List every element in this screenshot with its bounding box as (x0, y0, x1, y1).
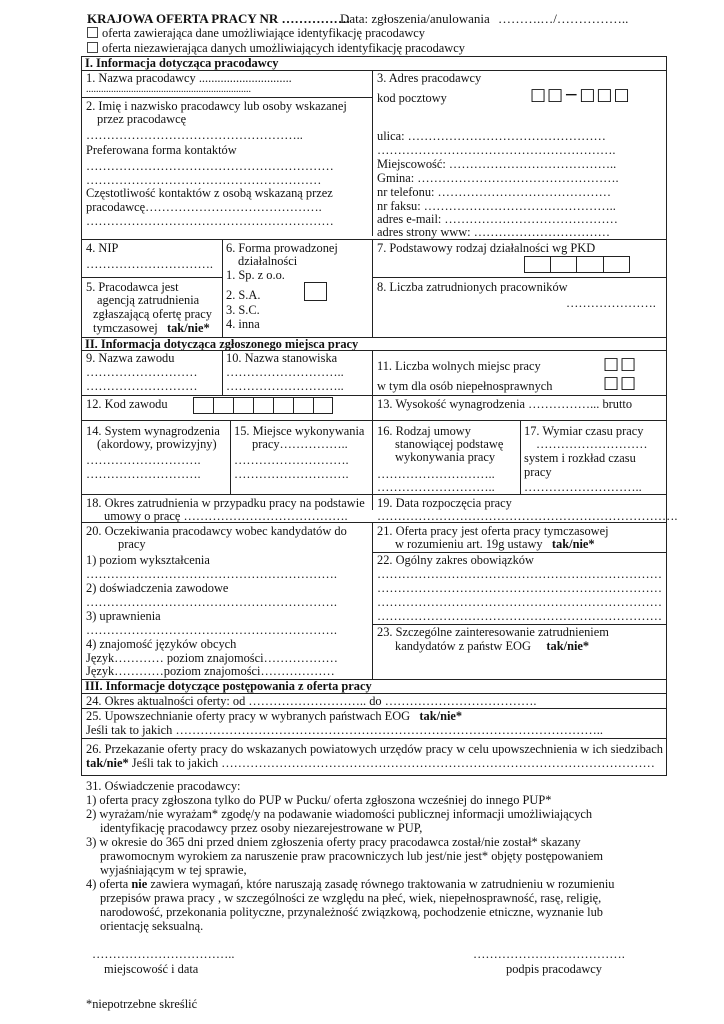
vacancies-disabled-field[interactable]: □□ (603, 373, 638, 393)
declaration-2-cont: identyfikację pracodawcy przez osoby niezarejestrowane w PUP, (100, 821, 423, 835)
contact-form-field[interactable]: …………………………………………………… (86, 159, 334, 173)
checkbox-icon[interactable] (87, 42, 98, 53)
place-date-label: miejscowość i data (104, 962, 199, 976)
declaration-3: 3) w okresie do 365 dni przed dniem zgłoszenia oferty pracy pracodawca został/nie został* skazany (86, 835, 581, 849)
form-title: KRAJOWA OFERTA PRACY NR ……………. (87, 11, 350, 26)
vacancies-label: 11. Liczba wolnych miejsc pracy (377, 359, 541, 373)
footnote: *niepotrzebne skreślić (86, 997, 198, 1011)
permissions-field[interactable]: ……………………………………………………. (86, 623, 337, 637)
eea-publication-yes-no[interactable]: tak/nie* (419, 709, 463, 723)
employer-name-field[interactable]: .................................................................. (86, 84, 251, 95)
pkd-code-boxes[interactable] (524, 256, 630, 273)
profession-code-label: 12. Kod zawodu (86, 397, 168, 411)
vacancies-field[interactable]: □□ (603, 354, 638, 374)
agency-label-3: zgłaszającą ofertę pracy (93, 307, 212, 321)
contact-frequency-field[interactable]: pracodawcę……………………………………. (86, 200, 322, 214)
work-place-field[interactable]: ………………………. (234, 453, 349, 467)
pay-system-field[interactable]: ………………………. (86, 453, 201, 467)
permissions-label: 3) uprawnienia (86, 609, 161, 623)
agency-yes-no[interactable]: tak/nie* (166, 321, 210, 335)
pay-system-label-2: (akordowy, prowizyjny) (97, 437, 217, 451)
place-date-field[interactable]: …………………………….. (92, 947, 235, 961)
declaration-4-cont: przepisów prawa pracy , w szczególności ze względu na płeć, wiek, niepełnosprawność, rasę, religię, (100, 891, 602, 905)
duties-field-1[interactable]: …………………………………………………………… (377, 567, 662, 581)
experience-field[interactable]: ……………………………………………………. (86, 595, 337, 609)
www-field[interactable]: adres strony www: …………………………… (377, 225, 610, 239)
option-with-data[interactable]: oferta zawierająca dane umożliwiające identyfikację pracodawcy (87, 27, 425, 41)
business-form-option-2[interactable]: 2. S.A. (226, 288, 261, 302)
business-form-option-1[interactable]: 1. Sp. z o.o. (226, 268, 285, 282)
signature-field[interactable]: ………………………………. (473, 947, 625, 961)
language-2-field[interactable]: Język…………poziom znajomości……………… (86, 664, 335, 678)
profession-name-field-2[interactable]: ……………………… (86, 379, 198, 393)
position-name-field-2[interactable]: ……………………….. (226, 379, 344, 393)
work-place-field-2[interactable]: ………………………. (234, 467, 349, 481)
option-without-data[interactable]: oferta niezawierająca danych umożliwiających identyfikację pracodawcy (87, 42, 465, 56)
validity-period-field[interactable]: 24. Okres aktualności oferty: od ……………………….. do ………………………………. (86, 694, 537, 708)
phone-field[interactable]: nr telefonu: …………………………………… (377, 185, 612, 199)
expectations-label-2: pracy (118, 537, 146, 551)
employees-field[interactable]: …………………. (566, 296, 656, 310)
signature-label: podpis pracodawcy (506, 962, 602, 976)
languages-label: 4) znajomość języków obcych (86, 637, 237, 651)
education-label: 1) poziom wykształcenia (86, 553, 210, 567)
contact-person-field[interactable]: …………………………………………….. (86, 128, 303, 142)
eea-publication-field[interactable]: Jeśli tak to jakich ………………………………………………………………………………………….. (86, 723, 603, 737)
section-3-heading: III. Informacje dotyczące postępowania z oferta pracy (85, 679, 372, 693)
declaration-1: 1) oferta pracy zgłoszona tylko do PUP w Pucku/ oferta zgłoszona wcześniej do innego PUP* (86, 793, 552, 807)
pup-transfer-yes-no[interactable]: tak/nie* (86, 756, 129, 770)
contact-person-label-2: przez pracodawcę (97, 112, 187, 126)
contact-frequency-label: Częstotliwość kontaktów z osobą wskazaną przez (86, 186, 333, 200)
work-place-label-2[interactable]: pracy…………….. (252, 437, 348, 451)
employment-period-label: 18. Okres zatrudnienia w przypadku pracy na podstawie (86, 496, 365, 510)
declaration-3-cont: prawomocnym wyrokiem za naruszenie praw pracowniczych lub jest/nie jest* objęty postępowaniem (100, 849, 604, 863)
schedule-label: system i rozkład czasu (524, 451, 636, 465)
business-form-option-3[interactable]: 3. S.C. (226, 303, 260, 317)
declarations-heading: 31. Oświadczenie pracodawcy: (86, 779, 241, 793)
schedule-field[interactable]: ……………………….. (524, 480, 642, 494)
contract-type-field-2[interactable]: ……………………….. (377, 480, 495, 494)
eea-publication-label: 25. Upowszechnianie oferty pracy w wybranych państwach EOG tak/nie* (86, 709, 463, 723)
section-2-heading: II. Informacja dotycząca zgłoszonego miejsca pracy (85, 337, 359, 351)
fax-field[interactable]: nr faksu: ……………………………………….. (377, 199, 616, 213)
business-form-option-4[interactable]: 4. inna (226, 317, 260, 331)
experience-label: 2) doświadczenia zawodowe (86, 581, 229, 595)
temporary-work-yes-no[interactable]: tak/nie* (551, 537, 595, 551)
eea-interest-yes-no[interactable]: tak/nie* (546, 639, 590, 653)
agency-label: 5. Pracodawca jest (86, 280, 179, 294)
commune-field[interactable]: Gmina: …………………………………………. (377, 171, 619, 185)
duties-field-4[interactable]: …………………………………………………………… (377, 609, 662, 623)
address-label: 3. Adres pracodawcy (377, 71, 482, 85)
contact-form-label: Preferowana forma kontaktów (86, 143, 237, 157)
eea-interest-label: 23. Szczególne zainteresowanie zatrudnieniem (377, 625, 609, 639)
business-form-label-2: działalności (238, 254, 298, 268)
pkd-label: 7. Podstawowy rodzaj działalności wg PKD (377, 241, 596, 255)
business-form-box[interactable] (304, 282, 327, 301)
duties-field-3[interactable]: …………………………………………………………… (377, 595, 662, 609)
profession-name-field[interactable]: ……………………… (86, 365, 198, 379)
temporary-work-label: 21. Oferta pracy jest oferta pracy tymczasowej (377, 524, 609, 538)
date-label: Data: zgłoszenia/anulowania (340, 11, 490, 26)
contract-type-label: 16. Rodzaj umowy (377, 424, 471, 438)
employer-name-label: 1. Nazwa pracodawcy .............................. (86, 71, 292, 85)
contract-type-label-3: wykonywania pracy (395, 450, 496, 464)
declaration-4-cont-2: narodowość, przekonania polityczne, przynależność związkową, pochodzenie etniczne, wyznanie lub (100, 905, 603, 919)
temporary-work-label-2: w rozumieniu art. 19g ustawy tak/nie* (395, 537, 595, 551)
business-form-label: 6. Forma prowadzonej (226, 241, 338, 255)
street-field-2[interactable]: …………………………………………………. (377, 143, 616, 157)
declaration-2: 2) wyrażam/nie wyrażam* zgodę/y na podawanie wiadomości publicznej informacji umożliwiających (86, 807, 593, 821)
language-1-field[interactable]: Język………… poziom znajomości……………… (86, 651, 338, 665)
contact-form-field-2[interactable]: ………………………………………………… (86, 173, 322, 187)
position-name-field[interactable]: ……………………….. (226, 365, 344, 379)
pay-system-label: 14. System wynagrodzenia (86, 424, 220, 438)
postal-code-field[interactable]: □□−□□□ (530, 85, 631, 105)
declaration-3-cont-2: wyjaśniającym w tej sprawie, (100, 863, 247, 877)
education-field[interactable]: ……………………………………………………. (86, 567, 337, 581)
declaration-4-cont-3: orientację seksualną. (100, 919, 204, 933)
expectations-label: 20. Oczekiwania pracodawcy wobec kandydatów do (86, 524, 347, 538)
duties-label: 22. Ogólny zakres obowiązków (377, 553, 534, 567)
street-field[interactable]: ulica: ………………………………………… (377, 129, 606, 143)
start-date-field[interactable]: ………………………………………………………………. (377, 509, 678, 523)
nip-label: 4. NIP (86, 241, 119, 255)
working-time-field[interactable]: ……………………… (536, 437, 648, 451)
agency-label-2: agencją zatrudnienia (97, 293, 200, 307)
schedule-label-2: pracy (524, 465, 552, 479)
city-field[interactable]: Miejscowość: ………………………………….. (377, 157, 617, 171)
employment-period-field[interactable]: umowy o pracę …………………………………. (104, 509, 348, 523)
pup-transfer-field: tak/nie* Jeśli tak to jakich …………………………………………………………………………………………… (86, 756, 655, 770)
declaration-4: 4) oferta nie zawiera wymagań, które naruszają zasadę równego traktowania w zatrudnieniu w rozumieniu (86, 877, 615, 891)
agency-label-4: tymczasowej tak/nie* (93, 321, 210, 335)
contract-type-field[interactable]: ……………………….. (377, 467, 495, 481)
work-place-label: 15. Miejsce wykonywania (234, 424, 365, 438)
working-time-label: 17. Wymiar czasu pracy (524, 424, 644, 438)
employees-label: 8. Liczba zatrudnionych pracowników (377, 280, 568, 294)
vacancies-disabled-label: w tym dla osób niepełnosprawnych (377, 379, 553, 393)
contact-person-label: 2. Imię i nazwisko pracodawcy lub osoby wskazanej (86, 99, 347, 113)
checkbox-icon[interactable] (87, 27, 98, 38)
profession-code-boxes[interactable] (193, 397, 333, 414)
start-date-label: 19. Data rozpoczęcia pracy (377, 496, 512, 510)
contract-type-label-2: stanowiącej podstawę (395, 437, 504, 451)
date-value[interactable]: ……….…/…………….. (498, 11, 629, 26)
section-1-heading: I. Informacja dotycząca pracodawcy (85, 56, 279, 70)
pup-transfer-label: 26. Przekazanie oferty pracy do wskazanych powiatowych urzędów pracy w celu upowszechnienia w ich siedzibach (86, 742, 663, 756)
salary-label: 13. Wysokość wynagrodzenia ……………... brutto (377, 397, 633, 411)
eea-interest-label-2: kandydatów z państw EOG tak/nie* (395, 639, 590, 653)
nip-field[interactable]: …………………………. (86, 257, 214, 271)
contact-frequency-field-2[interactable]: …………………………………………………… (86, 214, 334, 228)
postal-code-label: kod pocztowy (377, 91, 447, 105)
pay-system-field-2[interactable]: ………………………. (86, 467, 201, 481)
duties-field-2[interactable]: …………………………………………………………… (377, 581, 662, 595)
email-field[interactable]: adres e-mail: …………………………………… (377, 212, 618, 226)
position-name-label: 10. Nazwa stanowiska (226, 351, 338, 365)
profession-name-label: 9. Nazwa zawodu (86, 351, 175, 365)
